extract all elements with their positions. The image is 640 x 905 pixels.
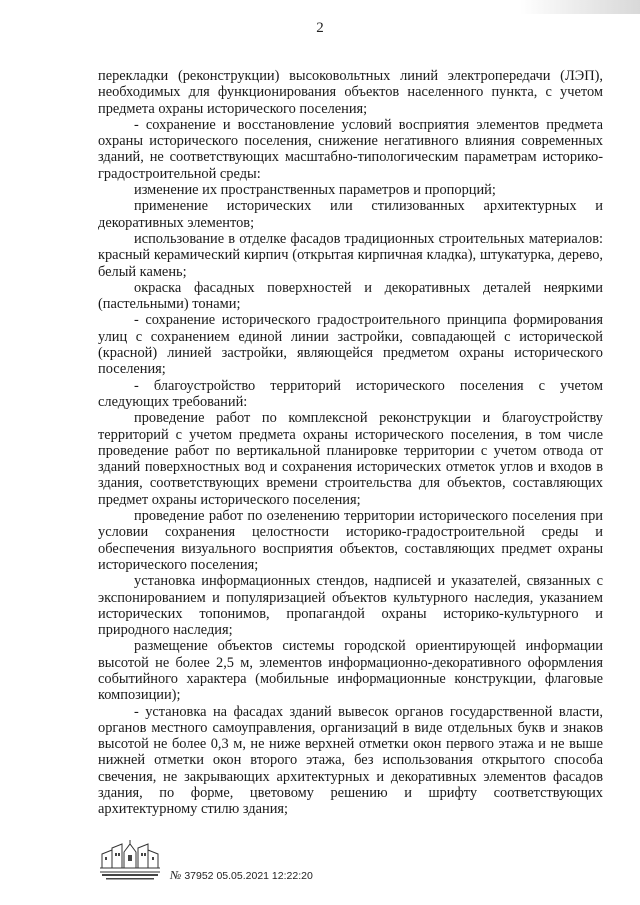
paragraph: проведение работ по озеленению территории исторического поселения при условии сохранения целостности историко-градостроительной среды и обеспечения визуального восприятия объектов, составляющих предмет охраны исторического поселения; — [98, 508, 603, 573]
building-stamp-icon — [98, 838, 162, 882]
paragraph: размещение объектов системы городской ориентирующей информации высотой не более 2,5 м, элементов информационно-декоративного оформления событийного характера (мобильные информационные конструкции, флаговые композиции); — [98, 638, 603, 704]
paragraph: - установка на фасадах зданий вывесок органов государственной власти, органов местного самоуправления, организаций в виде отдельных букв и знаков высотой не более 0,3 м, не ниже верхней отметки окон первого этажа и не выше нижней отметки окон второго этажа, без использования открытого способа свечения, не закрывающих архитектурных и декоративных элементов фасадов здания, по форме, цветовому решению и шрифту соответствующих архитектурному стилю здания; — [98, 703, 603, 818]
paragraph: использование в отделке фасадов традиционных строительных материалов: красный керамический кирпич (открытая кирпичная кладка), штукатурка, дерево, белый камень; — [98, 230, 603, 280]
paragraph: - благоустройство территорий исторического поселения с учетом следующих требований: — [98, 377, 603, 410]
page-number: 2 — [316, 20, 324, 36]
scan-artifact — [520, 0, 640, 14]
paragraph: проведение работ по комплексной реконструкции и благоустройству территорий с учетом предмета охраны исторического поселения, в том числе проведение работ по вертикальной планировке территории с учетом отвода от зданий поверхностных вод и сохранения исторических отметок углов и входов в здания, соответствующих времени строительства для объектов, составляющих предмет охраны исторического поселения; — [98, 410, 603, 508]
registration-number: 37952 05.05.2021 12:22:20 — [184, 870, 313, 882]
paragraph: окраска фасадных поверхностей и декоративных деталей неяркими (пастельными) тонами; — [98, 279, 603, 313]
paragraph: изменение их пространственных параметров и пропорций; — [134, 182, 496, 199]
registration-symbol: № — [170, 868, 182, 882]
paragraph: применение исторических или стилизованных архитектурных и декоративных элементов; — [98, 198, 603, 231]
paragraph: перекладки (реконструкции) высоковольтных линий электропередачи (ЛЭП), необходимых для функционирования объектов населенного пункта, с учетом предмета охраны исторического поселения; — [98, 68, 603, 117]
document-footer — [98, 838, 603, 888]
document-body — [98, 68, 603, 818]
registration-stamp — [170, 868, 313, 883]
paragraph: - сохранение и восстановление условий восприятия элементов предмета охраны исторического поселения, снижение негативного влияния современных зданий, не соответствующих масштабно-типологическим параметрам историко-градостроительной среды: — [98, 116, 603, 182]
paragraph: - сохранение исторического градостроительного принципа формирования улиц с сохранением единой линии застройки, совпадающей с исторической (красной) линией застройки, являющейся предметом охраны исторического поселения; — [98, 312, 603, 378]
paragraph: установка информационных стендов, надписей и указателей, связанных с экспонированием и популяризацией объектов культурного наследия, указанием исторических топонимов, пропагандой охраны историко-культурного и природного наследия; — [98, 573, 603, 639]
